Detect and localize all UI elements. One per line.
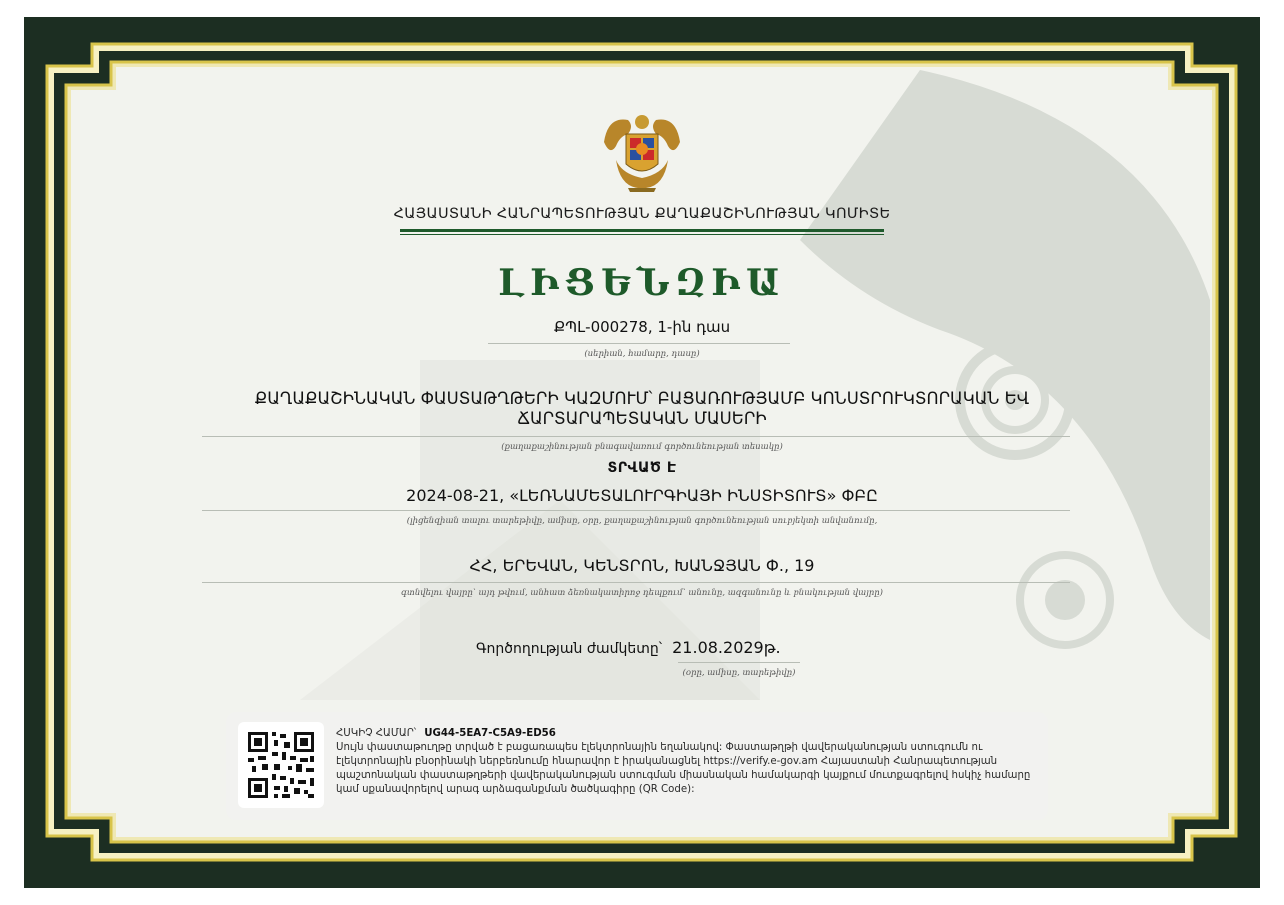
verification-description: Սույն փաստաթուղթը տրված է բացառապես էլեկտրոնային եղանակով: Փաստաթղթի վավերականության ստուգումն ու էլեկտրոնային բնօրինակի ներբեռնումը հնարավոր է իրականացնել https://verify.e-gov.am Հայաստանի Հանրապետության պաշտոնական փաստաթղթերի վավերականության ստուգման միասնական համակարգի կայքում մուտքագրելով հսկիչ համարը կամ սքանավորելով արագ արձագանքման ծածկագիրը (QR Code):: [336, 742, 1031, 795]
verification-text-block: [336, 727, 1036, 797]
validity-date: 21.08.2029թ.: [672, 638, 781, 657]
address-line: [202, 582, 1070, 583]
activity-type: ՔԱՂԱՔԱՇԻՆԱԿԱՆ ՓԱՍՏԱԹՂԹԵՐԻ ԿԱԶՄՈՒՄ՝ ԲԱՑԱՌՈՒԹՅԱՄԲ ԿՈՆՍՏՐՈՒԿՏՈՐԱԿԱՆ ԵՎ ՃԱՐՏԱՐԱՊԵՏԱԿԱՆ ՄԱՍԵՐԻ: [254, 389, 1030, 428]
committee-name: ՀԱՅԱՍՏԱՆԻ ՀԱՆՐԱՊԵՏՈՒԹՅԱՆ ՔԱՂԱՔԱՇԻՆՈՒԹՅԱՆ ԿՈՄԻՏԵ: [393, 206, 891, 222]
validity-line: [678, 662, 800, 663]
committee-rule-thin: [400, 234, 884, 235]
issuer-line: [202, 510, 1070, 511]
license-number-hint: (սերիան, համարը, դասը): [584, 349, 700, 359]
validity-hint: (օրը, ամիսը, տարեթիվը): [682, 668, 796, 678]
license-number: ՔՊԼ-000278, 1-ին դաս: [553, 318, 731, 336]
issuer-hint: (լիցենզիան տալու տարեթիվը, ամիսը, օրը, քաղաքաշինության գործունեության սուբյեկտի անվանումը,: [406, 516, 878, 526]
verification-code-row: [336, 727, 1036, 741]
issuer-name: 2024-08-21, «ԼԵՌՆԱՄԵՏԱԼՈՒՐԳԻԱՅԻ ԻՆՍՏԻՏՈՒՏ» ՓԲԸ: [406, 486, 878, 505]
qr-card: [238, 722, 324, 808]
qr-code-icon[interactable]: [238, 722, 324, 808]
document-title: ԼԻՑԵՆԶԻԱ: [498, 262, 786, 304]
armenia-coat-of-arms-icon: [598, 112, 686, 194]
address-hint: գտնվելու վայրը՝ այդ թվում, անհատ ձեռնակատիրոջ դեպքում՝ անունը, ազգանունը և բնակության վայրը): [401, 588, 883, 598]
activity-hint: (քաղաքաշինության բնագավառում գործունեության տեսակը): [501, 442, 783, 452]
address: ՀՀ, ԵՐԵՎԱՆ, ԿԵՆՏՐՈՆ, ԽԱՆՋՅԱՆ Փ., 19: [469, 556, 815, 575]
license-number-line: [488, 343, 790, 344]
verification-code: UG44-5EA7-C5A9-ED56: [424, 728, 556, 739]
activity-line: [202, 436, 1070, 437]
issued-label: ՏՐՎԱԾ Է: [607, 460, 677, 476]
verification-label: ՀՍԿԻՉ ՀԱՄԱՐ՝: [336, 728, 417, 739]
validity-label: Գործողության ժամկետը՝: [476, 641, 663, 657]
committee-rule: [400, 229, 884, 232]
validity: [476, 638, 781, 657]
